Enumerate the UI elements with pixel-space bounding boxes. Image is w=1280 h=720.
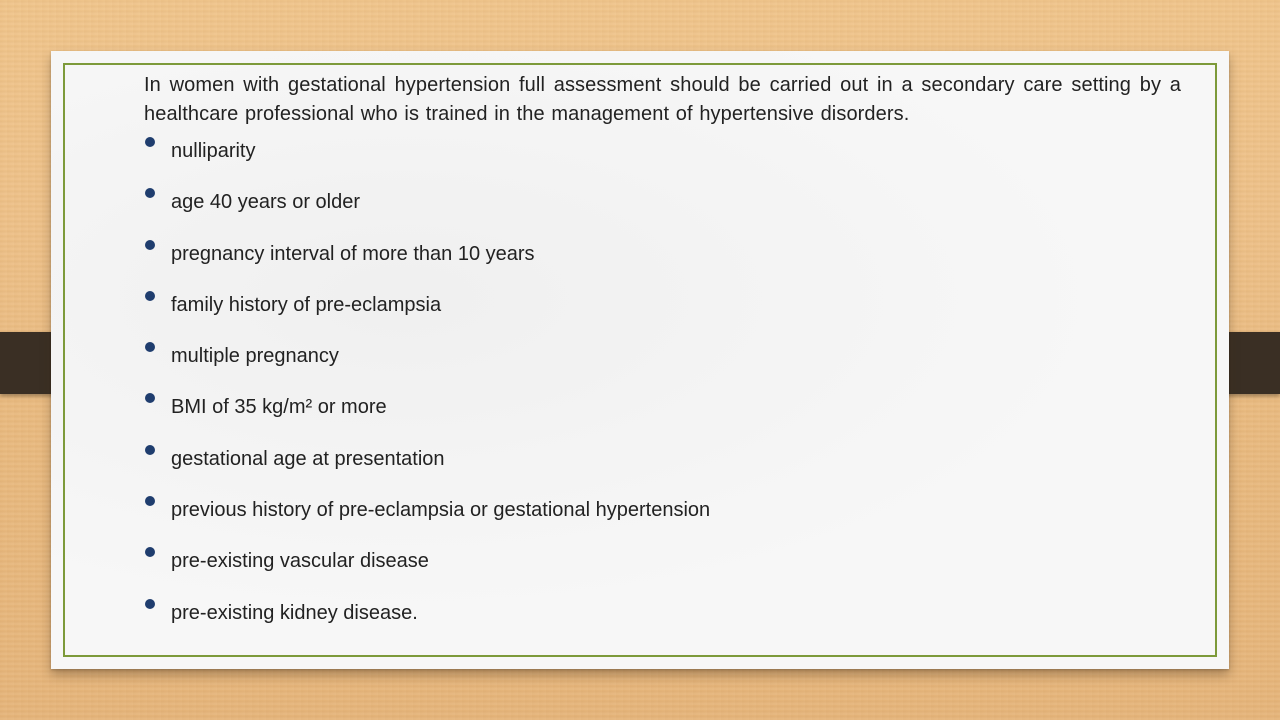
list-item [144,393,1181,444]
list-item-text: nulliparity [171,140,256,162]
list-item-text: previous history of pre-eclampsia or gestational hypertension [171,499,711,522]
intro-paragraph: In women with gestational hypertension full assessment should be carried out in a secondary care setting by a healthcare professional who is trained in the management of hypertensive disorders. [144,74,1181,125]
bullet-dot-icon [145,342,155,352]
bullet-dot-icon [145,137,155,147]
list-item-text: family history of pre-eclampsia [171,293,442,316]
list-item [144,342,1181,393]
list-item [144,599,1181,650]
bullet-dot-icon [145,393,155,403]
list-item-text: multiple pregnancy [171,345,339,368]
list-item [144,547,1181,598]
bullet-dot-icon [145,445,155,455]
list-item [144,137,1181,188]
list-item-text: pregnancy interval of more than 10 years [171,242,535,265]
bullet-dot-icon [145,240,155,250]
bullet-dot-icon [145,496,155,506]
slide-paper [51,51,1229,669]
list-item-text: pre-existing kidney disease. [171,601,418,624]
bullet-dot-icon [145,188,155,198]
bullet-dot-icon [145,599,155,609]
bullet-dot-icon [145,547,155,557]
list-item-text: gestational age at presentation [171,447,445,470]
list-item-text: BMI of 35 kg/m² or more [171,396,387,419]
list-item [144,188,1181,239]
slide-content [144,71,1181,650]
list-item-text: age 40 years or older [171,191,361,214]
bullet-dot-icon [145,291,155,301]
list-item [144,496,1181,547]
list-item [144,240,1181,291]
list-item [144,445,1181,496]
list-item-text: pre-existing vascular disease [171,550,429,573]
risk-factor-list [144,137,1181,650]
list-item [144,291,1181,342]
